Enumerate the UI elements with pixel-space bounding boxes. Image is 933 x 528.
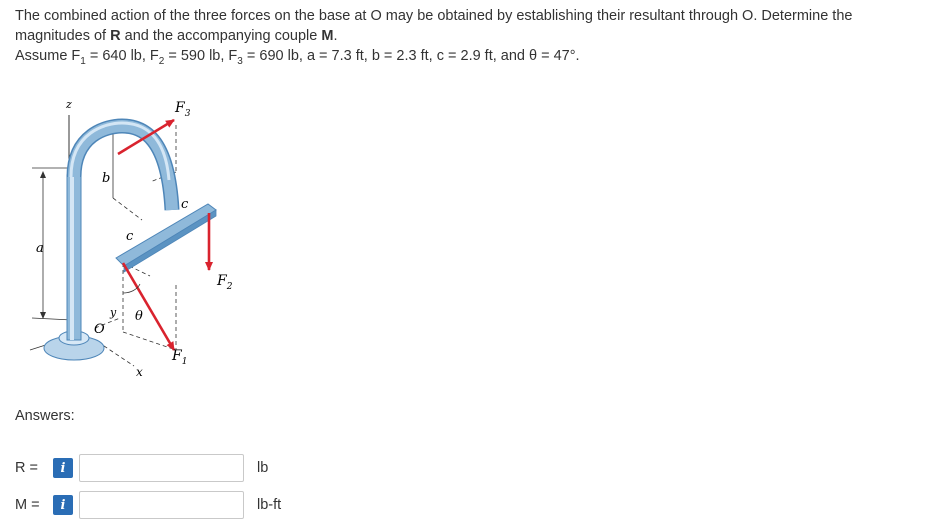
answers-label: Answers: xyxy=(15,408,75,424)
o-label: O xyxy=(94,322,105,337)
problem-line-1: The combined action of the three forces on the base at O may be obtained by establishing their resultant through O. Determine the xyxy=(15,8,853,24)
problem-line-2: magnitudes of R and the accompanying couple M. xyxy=(15,28,338,44)
b-label: b xyxy=(102,171,111,186)
r-unit: lb xyxy=(257,460,269,476)
dash-c-top xyxy=(113,198,142,220)
f3-label: $F_3$ xyxy=(175,100,191,119)
c-mid-label: c xyxy=(126,229,134,244)
answer-row-r xyxy=(15,453,268,483)
problem-assumptions: Assume $F_1 = 640$ lb, $F_2 = 590$ lb, $F_3 = 690$ lb, a = 7.3 ft, b = 2.3 ft, c = 2.9 ft, and θ = 47°. xyxy=(15,48,580,67)
m-unit: lb-ft xyxy=(257,497,282,513)
theta-label: θ xyxy=(135,309,143,324)
a-label: a xyxy=(36,241,44,256)
c-top-label: c xyxy=(181,197,189,212)
info-icon[interactable]: i xyxy=(53,495,73,515)
problem-statement xyxy=(15,6,925,66)
r-label: R = xyxy=(15,460,38,476)
r-answer-input[interactable] xyxy=(79,454,244,482)
pipe-structure-figure xyxy=(10,80,270,400)
f2-label: $F_2$ xyxy=(217,273,233,292)
f1-label: $F_1$ xyxy=(172,348,188,367)
m-label: M = xyxy=(15,497,40,513)
dim-a-bot-ext xyxy=(32,318,72,320)
x-label: x xyxy=(136,365,143,379)
info-icon[interactable]: i xyxy=(53,458,73,478)
vertical-pipe-highlight xyxy=(70,175,74,340)
force-f1-arrow xyxy=(123,263,174,350)
y-label: y xyxy=(110,306,117,319)
z-label: z xyxy=(66,98,72,111)
horizontal-bar-side xyxy=(124,210,216,272)
answer-row-m xyxy=(15,490,281,520)
figure-svg xyxy=(10,80,270,400)
m-answer-input[interactable] xyxy=(79,491,244,519)
